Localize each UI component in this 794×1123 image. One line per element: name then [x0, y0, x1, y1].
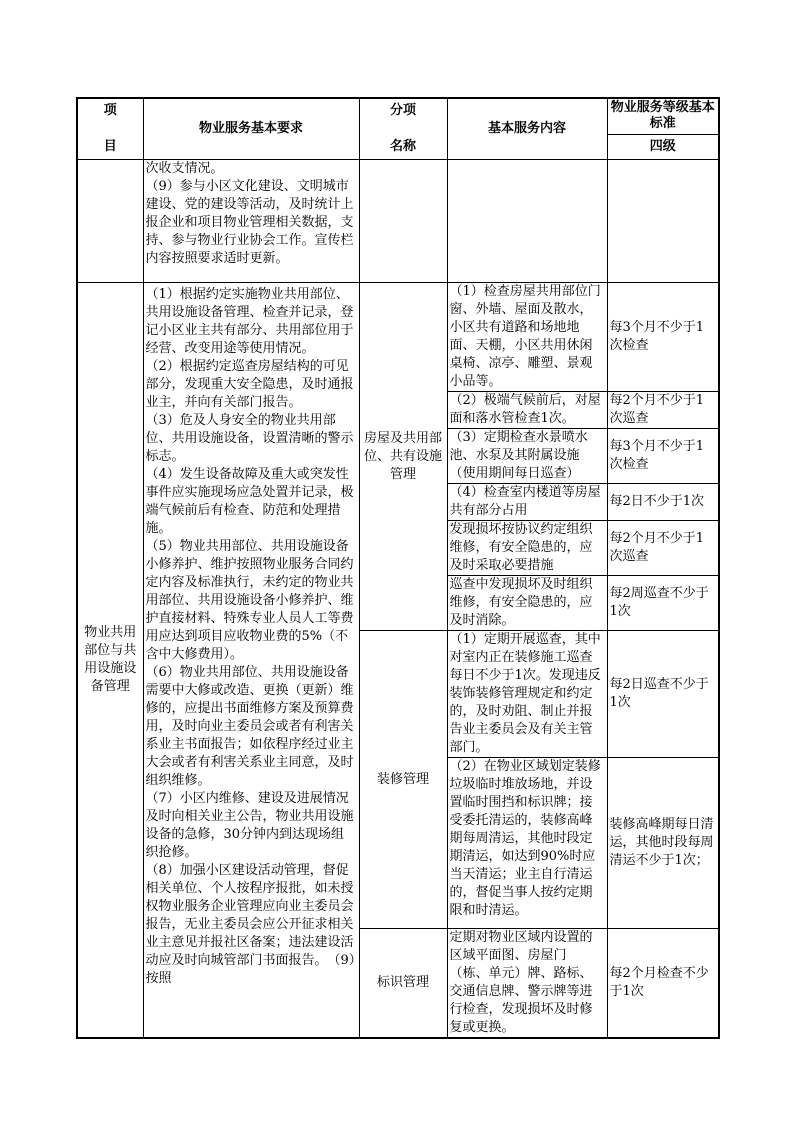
content-cell: （3）定期检查水景喷水池、水泵及其附属设施（使用期间每日巡查） [447, 429, 607, 484]
standard-cell: 每2个月不少于1次巡查 [607, 392, 719, 429]
header-subitem-bottom: 名称 [389, 139, 416, 154]
continued-requirements-cell [143, 160, 359, 283]
requirement-item: （7）小区内维修、建设及进展情况及时向相关业主公告，物业共用设施设备的急修，30分钟内到达现场组织抢修。 [145, 791, 354, 860]
header-item-bottom: 目 [103, 139, 117, 154]
requirement-item: （4）发生设备故障及重大或突发性事件应实施现场应急处置并记录，极端气候前后有检查、防范和处理措施。 [145, 467, 354, 536]
subitem-name-cell: 房屋及共用部位、共有设施管理 [359, 283, 447, 631]
requirement-item: （1）根据约定实施物业共用部位、共用设施设备管理、检查并记录，登记小区业主共有部分、共用部位用于经营、改变用途等使用情况。 [145, 287, 354, 356]
requirements-cell [143, 283, 359, 1039]
requirement-item: （2）根据约定巡查房屋结构的可见部分，发现重大安全隐患，及时通报业主，并向有关部门报告。 [145, 359, 354, 410]
continued-row [77, 160, 719, 283]
header-standard: 物业服务等级基本标准 [607, 98, 719, 134]
header-content: 基本服务内容 [447, 98, 607, 160]
standard-cell: 每2周巡查不少于1次 [607, 576, 719, 631]
content-cell: （2）极端气候前后，对屋面和落水管检查1次。 [447, 392, 607, 429]
continued-item-cell [77, 160, 143, 283]
header-level: 四级 [607, 134, 719, 159]
continued-subitem-cell [359, 160, 447, 283]
header-subitem [359, 98, 447, 160]
requirement-item: （6）物业共用部位、共用设施设备需要中大修或改造、更换（更新）维修的，应提出书面维修方案及预算费用，及时向业主委员会或者有利害关系业主书面报告；如依程序经过业主大会或者有利害关系业主同意，及时组织维修。 [145, 665, 354, 788]
continued-content-cell [447, 160, 607, 283]
content-cell: 巡查中发现损坏及时组织维修，有安全隐患的，应及时消除。 [447, 576, 607, 631]
standard-cell: 装修高峰期每日清运，其他时段每周清运不少于1次； [607, 758, 719, 929]
content-cell: 发现损坏按协议约定组织维修，有安全隐患的，应及时采取必要措施 [447, 521, 607, 576]
header-requirements: 物业服务基本要求 [143, 98, 359, 160]
header-row-top [77, 98, 719, 134]
header-item [77, 98, 143, 160]
requirement-item: （5）物业共用部位、共用设施设备小修养护、维护按照物业服务合同约定内容及标准执行，未约定的物业共用部位、共用设施设备小修养护、维护直接材料、特殊专业人员人工等费用应达到项目应收物业费的5%（不含中大修费用）。 [145, 539, 354, 662]
subitem-name-cell: 装修管理 [359, 631, 447, 929]
continued-requirement: 次收支情况。 [145, 161, 224, 176]
requirement-item: （3）危及人身安全的物业共用部位、共用设施设备，设置清晰的警示标志。 [145, 413, 354, 464]
header-subitem-top: 分项 [389, 103, 416, 118]
standard-cell: 每2个月检查不少于1次 [607, 929, 719, 1039]
content-cell: （1）检查房屋共用部位门窗、外墙、屋面及散水，小区共有道路和场地地面、天棚，小区共用休闲桌椅、凉亭、雕塑、景观小品等。 [447, 283, 607, 392]
standard-cell: 每3个月不少于1次检查 [607, 429, 719, 484]
header-item-top: 项 [103, 103, 117, 118]
standard-cell: 每3个月不少于1次检查 [607, 283, 719, 392]
content-cell: 定期对物业区域内设置的区域平面图、房屋门（栋、单元）牌、路标、交通信息牌、警示牌等进行检查，发现损坏及时修复或更换。 [447, 929, 607, 1039]
standard-cell: 每2个月不少于1次巡查 [607, 521, 719, 576]
standard-cell: 每2日巡查不少于1次 [607, 631, 719, 758]
standards-table [76, 97, 720, 1039]
table-row [77, 283, 719, 392]
continued-requirement: （9）参与小区文化建设、文明城市建设、党的建设等活动，及时统计上报企业和项目物业管理相关数据，支持、参与物业行业协会工作。宣传栏内容按照要求适时更新。 [145, 179, 354, 266]
subitem-name-cell: 标识管理 [359, 929, 447, 1039]
item-name-cell: 物业共用部位与共用设施设备管理 [77, 283, 143, 1039]
content-cell: （1）定期开展巡查，其中对室内正在装修施工巡查每日不少于1次。发现违反装饰装修管理规定和约定的，及时劝阻、制止并报告业主委员会及有关主管部门。 [447, 631, 607, 758]
continued-standard-cell [607, 160, 719, 283]
content-cell: （4）检查室内楼道等房屋共有部分占用 [447, 484, 607, 521]
standard-cell: 每2日不少于1次 [607, 484, 719, 521]
content-cell: （2）在物业区域划定装修垃圾临时堆放场地，并设置临时围挡和标识牌；接受委托清运的，装修高峰期每周清运，其他时段定期清运，如达到90%时应当天清运；业主自行清运的，督促当事人按约定期限和时清运。 [447, 758, 607, 929]
requirement-item: （8）加强小区建设活动管理，督促相关单位、个人按程序报批，如未授权物业服务企业管理应向业主委员会报告，无业主委员会应公开征求相关业主意见并报社区备案；违法建设活动应及时向城管部门书面报告。 （9）按照 [145, 863, 356, 986]
standards-table-container [76, 97, 718, 1039]
